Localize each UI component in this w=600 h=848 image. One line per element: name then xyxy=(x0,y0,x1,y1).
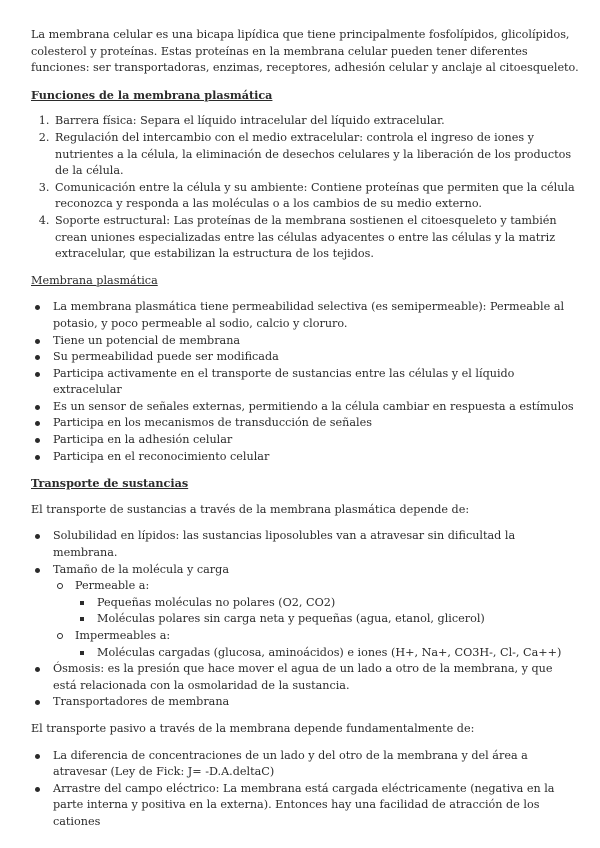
impermeable-list xyxy=(75,645,579,662)
bullet-dot xyxy=(35,534,40,539)
bullet-circle xyxy=(57,583,63,589)
membrana-item-text: Su permeabilidad puede ser modificada xyxy=(53,350,279,364)
impermeable-label: Impermeables a: xyxy=(75,629,171,642)
pasivo-item xyxy=(31,781,579,831)
heading-funciones: Funciones de la membrana plasmática xyxy=(31,87,273,102)
bullet-circle xyxy=(57,633,63,639)
bullet-square xyxy=(80,617,84,621)
transporte-item xyxy=(31,694,579,711)
funciones-list xyxy=(31,113,579,262)
pasivo-item-text: La diferencia de concentraciones de un lado y del otro de la membrana y del área a atravesar (Ley de Fick: J= -D.A.deltaC) xyxy=(53,748,528,779)
bullet-dot xyxy=(35,700,40,705)
transporte-item-text: Transportadores de membrana xyxy=(53,695,230,709)
bullet-dot xyxy=(35,754,40,759)
impermeable-item-text: Moléculas cargadas (glucosa, aminoácidos) e iones (H+, Na+, CO3H-, Cl-, Ca++) xyxy=(97,645,562,659)
transporte-lead: El transporte de sustancias a través de la membrana plasmática depende de: xyxy=(31,502,470,516)
membrana-item-text: La membrana plasmática tiene permeabilidad selectiva (es semipermeable): Permeable al potasio, y poco permeable al sodio, calcio y cloruro. xyxy=(53,300,565,330)
permeable-list xyxy=(75,595,579,628)
funciones-item: 2. Regulación del intercambio con el medio extracelular: controla el ingreso de iones y nutrientes a la célula, la eliminación de desechos celulares y la liberación de los productos de la célula. xyxy=(53,130,579,180)
permeable-label: Permeable a: xyxy=(75,579,150,593)
transporte-list xyxy=(31,528,579,711)
funciones-item: 3. Comunicación entre la célula y su ambiente: Contiene proteínas que permiten que la célula reconozca y responda a las moléculas o a los cambios de su medio externo. xyxy=(53,180,579,213)
permeable-item-text: Moléculas polares sin carga neta y pequeñas (agua, etanol, glicerol) xyxy=(97,612,485,626)
membrana-item-text: Tiene un potencial de membrana xyxy=(53,333,241,347)
bullet-square xyxy=(80,651,84,655)
membrana-item-text: Participa en la adhesión celular xyxy=(53,433,233,447)
transporte-item xyxy=(31,661,579,694)
bullet-dot xyxy=(35,339,40,344)
pasivo-list xyxy=(31,748,579,831)
bullet-dot xyxy=(35,455,40,460)
funciones-item: 4. Soporte estructural: Las proteínas de la membrana sostienen el citoesqueleto y también crean uniones especializadas entre las células adyacentes o entre las células y la matriz extracelular, que estabilizan la estructura de los tejidos. xyxy=(53,213,579,263)
membrana-item xyxy=(31,366,579,399)
bullet-dot xyxy=(35,787,40,792)
membrana-item xyxy=(31,299,579,332)
bullet-square xyxy=(80,601,84,605)
bullet-dot xyxy=(35,568,40,573)
permeable-item xyxy=(75,611,579,628)
permeable-item xyxy=(75,595,579,612)
bullet-dot xyxy=(35,438,40,443)
membrana-item-text: Participa en el reconocimiento celular xyxy=(53,449,270,463)
pasivo-item xyxy=(31,748,579,781)
membrana-item xyxy=(31,415,579,432)
bullet-dot xyxy=(35,405,40,410)
permeable-group xyxy=(53,578,579,628)
bullet-dot xyxy=(35,372,40,377)
bullet-dot xyxy=(35,355,40,360)
membrana-item xyxy=(31,432,579,449)
pasivo-item-text: Arrastre del campo eléctrico: La membrana está cargada eléctricamente (negativa en la parte interna y positiva en la externa). Entonces hay una facilidad de atracción de los cationes xyxy=(53,781,555,828)
transporte-item xyxy=(31,562,579,662)
transporte-item-text: Solubilidad en lípidos: las sustancias liposolubles van a atravesar sin dificultad la membrana. xyxy=(53,529,516,560)
bullet-dot xyxy=(35,305,40,310)
membrana-item-text: Participa en los mecanismos de transducción de señales xyxy=(53,416,372,430)
transporte-item-text: Tamaño de la molécula y carga xyxy=(53,562,229,576)
document-page xyxy=(31,27,579,841)
membrana-item-text: Es un sensor de señales externas, permitiendo a la célula cambiar en respuesta a estímulos xyxy=(53,399,574,413)
membrana-list xyxy=(31,299,579,465)
permeable-item-text: Pequeñas moléculas no polares (O2, CO2) xyxy=(97,595,336,609)
membrana-item-text: Participa activamente en el transporte de sustancias entre las células y el líquido extracelular xyxy=(53,366,515,397)
heading-membrana: Membrana plasmática xyxy=(31,273,158,287)
membrana-item xyxy=(31,449,579,466)
bullet-dot xyxy=(35,667,40,672)
bullet-dot xyxy=(35,421,40,426)
heading-transporte: Transporte de sustancias xyxy=(31,476,189,491)
intro-paragraph: La membrana celular es una bicapa lipídica que tiene principalmente fosfolípidos, glicolípidos, colesterol y proteínas. Estas proteínas en la membrana celular pueden tener diferentes funciones: ser transportadoras, enzimas, receptores, adhesión celular y anclaje al citoesqueleto. xyxy=(31,28,579,75)
tamano-sublist xyxy=(53,578,579,661)
transporte-item xyxy=(31,528,579,561)
membrana-item xyxy=(31,349,579,366)
membrana-item xyxy=(31,333,579,350)
funciones-item: 1. Barrera física: Separa el líquido intracelular del líquido extracelular. xyxy=(53,113,579,130)
transporte-item-text: Ósmosis: es la presión que hace mover el agua de un lado a otro de la membrana, y que está relacionada con la osmolaridad de la sustancia. xyxy=(53,662,553,692)
impermeable-group xyxy=(53,628,579,661)
pasivo-lead: El transporte pasivo a través de la membrana depende fundamentalmente de: xyxy=(31,721,475,735)
impermeable-item xyxy=(75,645,579,662)
membrana-item xyxy=(31,399,579,416)
